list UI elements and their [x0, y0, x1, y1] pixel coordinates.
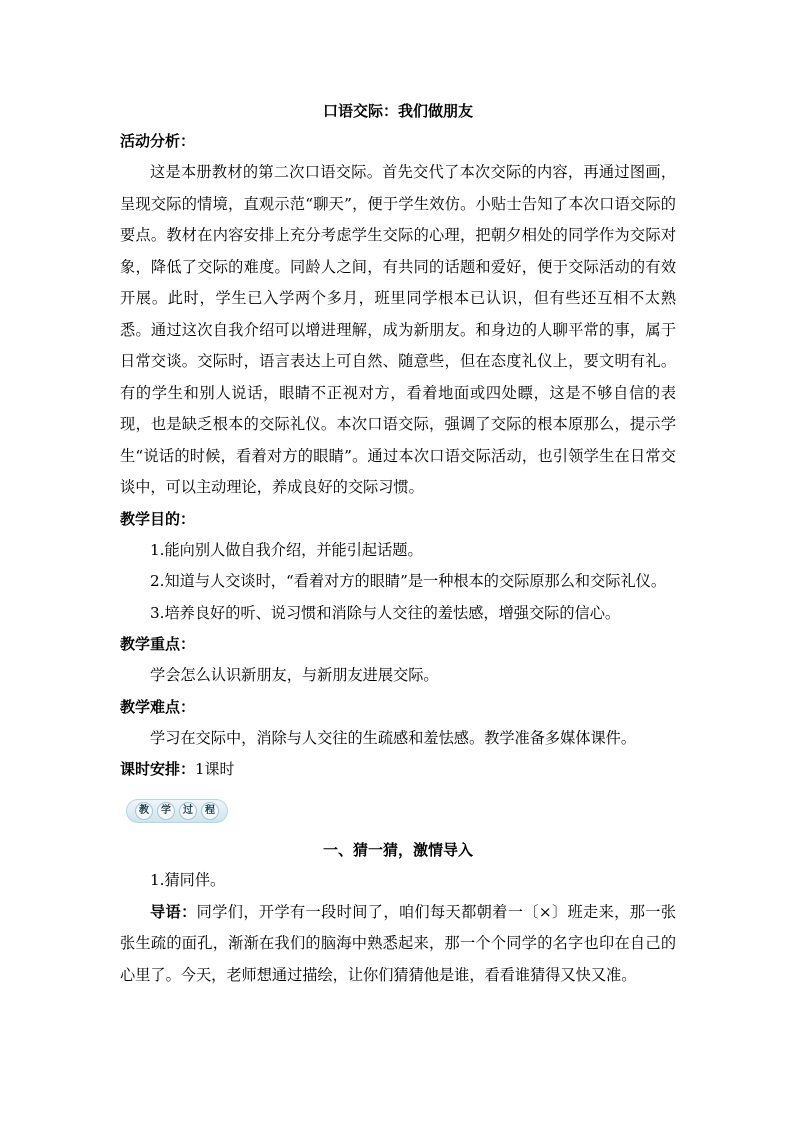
document-page: [120, 96, 676, 991]
section-1-title: 一、猜一猜，激情导入: [322, 841, 473, 859]
analysis-heading: 活动分析：: [120, 132, 196, 150]
schedule-heading: 课时安排：: [120, 760, 196, 778]
difficulties-text: 学习在交际中，消除与人交往的生疏感和羞怯感。教学准备多媒体课件。: [150, 728, 636, 747]
badge-char-3: 过: [179, 802, 197, 820]
document-title: 口语交际：我们做朋友: [322, 102, 473, 120]
goals-heading: 教学目的：: [120, 509, 196, 528]
badge-char-4: 程: [201, 802, 219, 820]
key-points-text: 学会怎么认识新朋友，与新朋友进展交际。: [150, 666, 439, 684]
lead-label: 导语：: [150, 902, 197, 921]
section-1-lead-paragraph: [120, 897, 676, 992]
schedule-value: 1课时: [195, 760, 235, 778]
section-1-item: 1.猜同伴。: [150, 871, 226, 889]
analysis-paragraph: 这是本册教材的第二次口语交际。首先交代了本次交际的内容，再通过图画，呈现交际的情境，直观示范“聊天”，便于学生效仿。小贴士告知了本次口语交际的要点。教材在内容安排上充分考虑学生交际的心理，把朝夕相处的同学作为交际对象，降低了交际的难度。同龄人之间，有共同的话题和爱好，便于交际活动的有效开展。此时，学生已入学两个多月，班里同学根本已认识，但有些还互相不太熟悉。通过这次自我介绍可以增进理解，成为新朋友。和身边的人聊平常的事，属于日常交谈。交际时，语言表达上可自然、随意些，但在态度礼仪上，要文明有礼。有的学生和别人说话，眼睛不正视对方，看着地面或四处瞟，这是不够自信的表现，也是缺乏根本的交际礼仪。本次口语交际，强调了交际的根本原那么，提示学生“说话的时候，看着对方的眼睛”。通过本次口语交际活动，也引领学生在日常交谈中，可以主动理论，养成良好的交际习惯。: [120, 163, 676, 496]
goal-item-3: 3.培养良好的听、说习惯和消除与人交往的羞怯感，增强交际的信心。: [150, 603, 621, 622]
badge-char-1: 教: [135, 802, 153, 820]
teaching-process-badge: [126, 799, 228, 823]
badge-char-2: 学: [157, 802, 175, 820]
lead-text: 同学们，开学有一段时间了，咱们每天都朝着一〔×〕班走来，那一张张生疏的面孔，渐渐在我们的脑海中熟悉起来，那一个个同学的名字也印在自己的心里了。今天，老师想通过描绘，让你们猜猜他是谁，看看谁猜得又快又准。: [120, 902, 677, 984]
difficulties-heading: 教学难点：: [120, 697, 196, 716]
key-points-heading: 教学重点：: [120, 635, 196, 653]
goal-item-2: 2.知道与人交谈时，“看着对方的眼睛”是一种根本的交际原那么和交际礼仪。: [150, 572, 667, 590]
schedule-line: [120, 754, 676, 785]
goal-item-1: 1.能向别人做自我介绍，并能引起话题。: [150, 540, 423, 559]
